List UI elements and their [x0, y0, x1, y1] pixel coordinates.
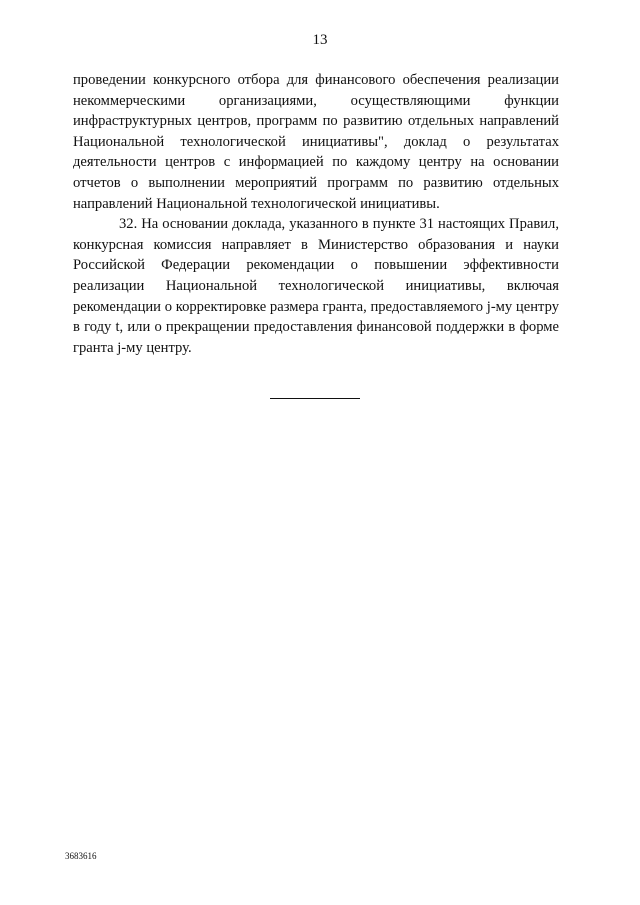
section-separator-line — [270, 398, 360, 399]
document-body — [73, 70, 559, 358]
page-number: 13 — [312, 32, 328, 48]
document-code: 3683616 — [65, 851, 97, 861]
paragraph-32: 32. На основании доклада, указанного в пункте 31 настоящих Правил, конкурсная комиссия направляет в Министерство образования и науки Российской Федерации рекомендации о повышении эффективности реализации Национальной технологической инициативы, включая рекомендации о корректировке размера гранта, предоставляемого j-му центру в году t, или о прекращении предоставления финансовой поддержки в форме гранта j-му центру. — [73, 216, 559, 356]
paragraph-continuation: проведении конкурсного отбора для финансового обеспечения реализации некоммерческими организациями, осуществляющими функции инфраструктурных центров, программ по развитию отдельных направлений Национальной технологической инициативы", доклад о результатах деятельности центров с информацией по каждому центру на основании отчетов о выполнении мероприятий программ по развитию отдельных направлений Национальной технологической инициативы. — [73, 72, 559, 212]
